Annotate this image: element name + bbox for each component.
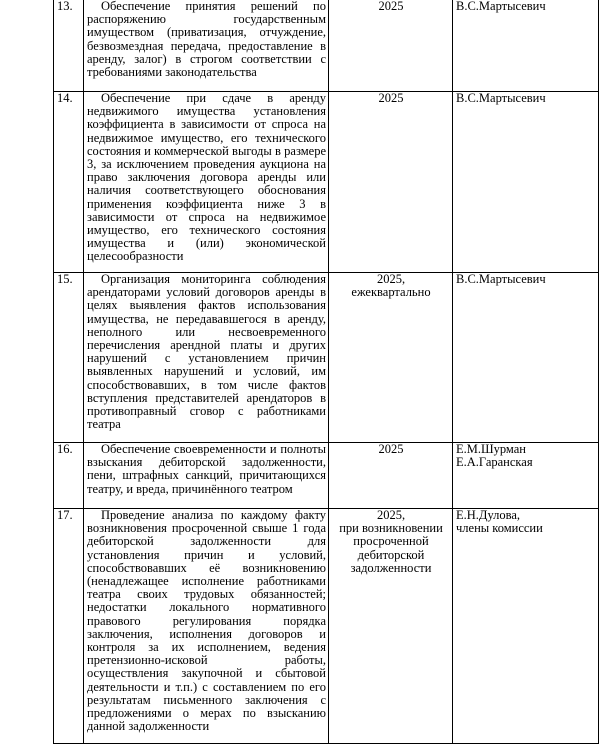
measure-description: Обеспечение при сдаче в аренду недвижимого имущества установления коэффициента в зависимости от спроса на недвижимое имущество, его технического состояния и коммерческой выгоды в размере 3, за исключением проведения аукциона на право заключения договора аренды или наличия соответствующего обоснования применения коэффициента ниже 3 в зависимости от спроса на недвижимое имущество, его технического состояния имущества и (или) экономической целесообразности [84, 92, 329, 273]
row-number: 14. [54, 92, 84, 273]
table-row [54, 92, 599, 273]
responsible-cell: Е.М.Шурман Е.А.Гаранская [453, 443, 599, 509]
table-row [54, 509, 599, 744]
measure-description: Обеспечение принятия решений по распоряжению государственным имуществом (приватизация, отчуждение, безвозмездная передача, предоставление в аренду, залог) в строгом соответствии с требованиями законодательства [84, 0, 329, 92]
measure-description: Проведение анализа по каждому факту возникновения просроченной свыше 1 года дебиторской задолженности для установления причин и условий, способствовавших её возникновению (ненадлежащее исполнение работниками театра своих трудовых обязанностей; недостатки локального нормативного правового регулирования порядка заключения, исполнения договоров и контроля за их исполнением, ведения претензионно-исковой работы, осуществления закупочной и сбытовой деятельности и т.п.) с составлением по его результатам письменного заключения с предложениями о мерах по взысканию данной задолженности [84, 509, 329, 744]
deadline-cell: 2025, при возникновении просроченной дебиторской задолженности [329, 509, 453, 744]
deadline-cell: 2025, ежеквартально [329, 273, 453, 443]
row-number: 16. [54, 443, 84, 509]
responsible-cell: Е.Н.Дулова, члены комиссии [453, 509, 599, 744]
table-row [54, 273, 599, 443]
row-number: 15. [54, 273, 84, 443]
row-number: 13. [54, 0, 84, 92]
responsible-cell: В.С.Мартысевич [453, 92, 599, 273]
deadline-cell: 2025 [329, 92, 453, 273]
responsible-cell: В.С.Мартысевич [453, 0, 599, 92]
table-row [54, 0, 599, 92]
measures-table [53, 0, 599, 744]
table-row [54, 443, 599, 509]
measure-description: Обеспечение своевременности и полноты взыскания дебиторской задолженности, пени, штрафных санкций, причитающихся театру, и вреда, причинённого театром [84, 443, 329, 509]
measure-description: Организация мониторинга соблюдения арендаторами условий договоров аренды в целях выявления фактов использования имущества, не передававшегося в аренду, неполного или несвоевременного перечисления арендной платы и других нарушений с установлением причин выявленных нарушений и условий, им способствовавших, в том числе фактов вступления представителей арендаторов в противоправный сговор с работниками театра [84, 273, 329, 443]
deadline-cell: 2025 [329, 443, 453, 509]
row-number: 17. [54, 509, 84, 744]
responsible-cell: В.С.Мартысевич [453, 273, 599, 443]
deadline-cell: 2025 [329, 0, 453, 92]
